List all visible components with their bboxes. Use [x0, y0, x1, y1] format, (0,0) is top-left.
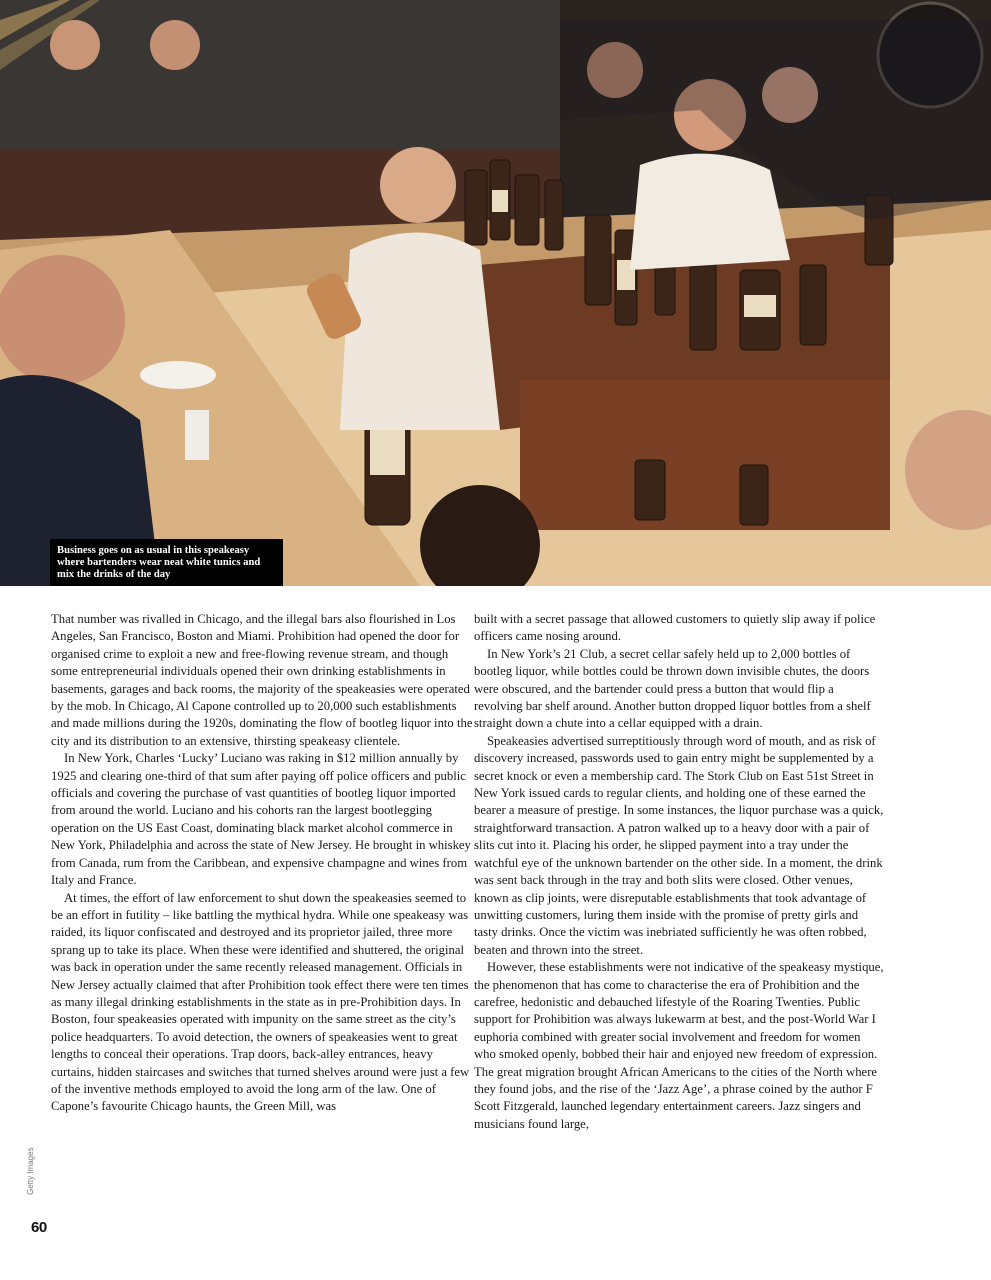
photo-credit: Getty Images	[26, 1147, 35, 1195]
page-number: 60	[31, 1219, 47, 1236]
speakeasy-photo	[0, 0, 991, 586]
paragraph: That number was rivalled in Chicago, and the illegal bars also flourished in Los Angeles, San Francisco, Boston and Miami. Prohibition had opened the door for organised crime to exploit a new and free-flowing revenue stream, and though some entrepreneurial individuals opened their own drinking establishments in basements, garages and back rooms, the majority of the speakeasies were operated by the mob. In Chicago, Al Capone controlled up to 20,000 such establishments and made millions during the 1920s, dominating the flow of bootleg liquor into the city and its distribution to an extensive, thirsting speakeasy clientele.	[51, 612, 473, 748]
paragraph: built with a secret passage that allowed customers to quietly slip away if police officers came nosing around.	[474, 612, 876, 644]
paragraph: At times, the effort of law enforcement to shut down the speakeasies seemed to be an effort in futility – like battling the mythical hydra. While one speakeasy was raided, its liquor confiscated and destroyed and its proprietor jailed, three more sprang up to take its place. When these were identified and shuttered, the original was back in operation under the same recently released management. Officials in New Jersey actually claimed that after Prohibition took effect there were ten times as many illegal drinking establishments in the state as in pre-Prohibition days. In Boston, four speakeasies operated with impunity on the same street as the city’s police headquarters. To avoid detection, the owners of speakeasies went to great lengths to conceal their operations. Trap doors, back-alley entrances, heavy curtains, hidden staircases and switches that turned shelves around were just a few of the inventive methods employed to avoid the long arm of the law. One of Capone’s favourite Chicago haunts, the Green Mill, was	[51, 890, 470, 1114]
left-text-column	[51, 611, 476, 1116]
photo-caption: Business goes on as usual in this speakeasy where bartenders wear neat white tunics and mix the drinks of the day	[50, 539, 283, 586]
paragraph: In New York, Charles ‘Lucky’ Luciano was raking in $12 million annually by 1925 and clearing one-third of that sum after paying off police officers and public officials and covering the purchase of vast quantities of bootleg liquor imported from around the world. Luciano and his cohorts ran the largest bootlegging operation on the US East Coast, dominating black market alcohol commerce in New York, Philadelphia and across the state of New Jersey. He brought in whiskey from Canada, rum from the Caribbean, and expensive champagne and wines from Italy and France.	[51, 751, 471, 888]
paragraph: In New York’s 21 Club, a secret cellar safely held up to 2,000 bottles of bootleg liquor, while bottles could be thrown down invisible chutes, the doors were obscured, and the bartender could press a button that would flip a revolving bar shelf around. Another button dropped liquor bottles from a shelf straight down a chute into a cellar equipped with a drain.	[474, 646, 871, 731]
paragraph: However, these establishments were not indicative of the speakeasy mystique, the phenomenon that has come to characterise the era of Prohibition and the carefree, hedonistic and debauched lifestyle of the Roaring Twenties. Public support for Prohibition was always lukewarm at best, and the post-World War I euphoria combined with greater social involvement and freedom for women who smoked openly, bobbed their hair and enjoyed new freedom of expression. The great migration brought African Americans to the cities of the North where they found jobs, and the rise of the ‘Jazz Age’, a phrase coined by the author F Scott Fitzgerald, launched legendary entertainment careers. Jazz singers and musicians found large,	[474, 960, 884, 1131]
paragraph: Speakeasies advertised surreptitiously through word of mouth, and as risk of discovery increased, passwords used to gain entry might be supplemented by a secret knock or even a membership card. The Stork Club on East 51st Street in New York issued cards to regular clients, and holding one of these earned the bearer a measure of prestige. In some instances, the liquor purchase was a quick, straightforward transaction. A patron walked up to a heavy door with a pair of slits cut into it. Placing his order, he slipped payment into a tray under the watchful eye of the unknown bartender on the other side. In a moment, the drink was sent back through in the tray and both slits were closed. Other venues, known as clip joints, were disreputable establishments that took advantage of unwitting customers, luring them inside with the promise of pretty girls and tasty drinks. Once the victim was inebriated sufficiently he was often robbed, beaten and thrown into the street.	[474, 733, 884, 957]
right-text-column	[474, 611, 884, 1133]
photo-illustration	[0, 0, 991, 586]
